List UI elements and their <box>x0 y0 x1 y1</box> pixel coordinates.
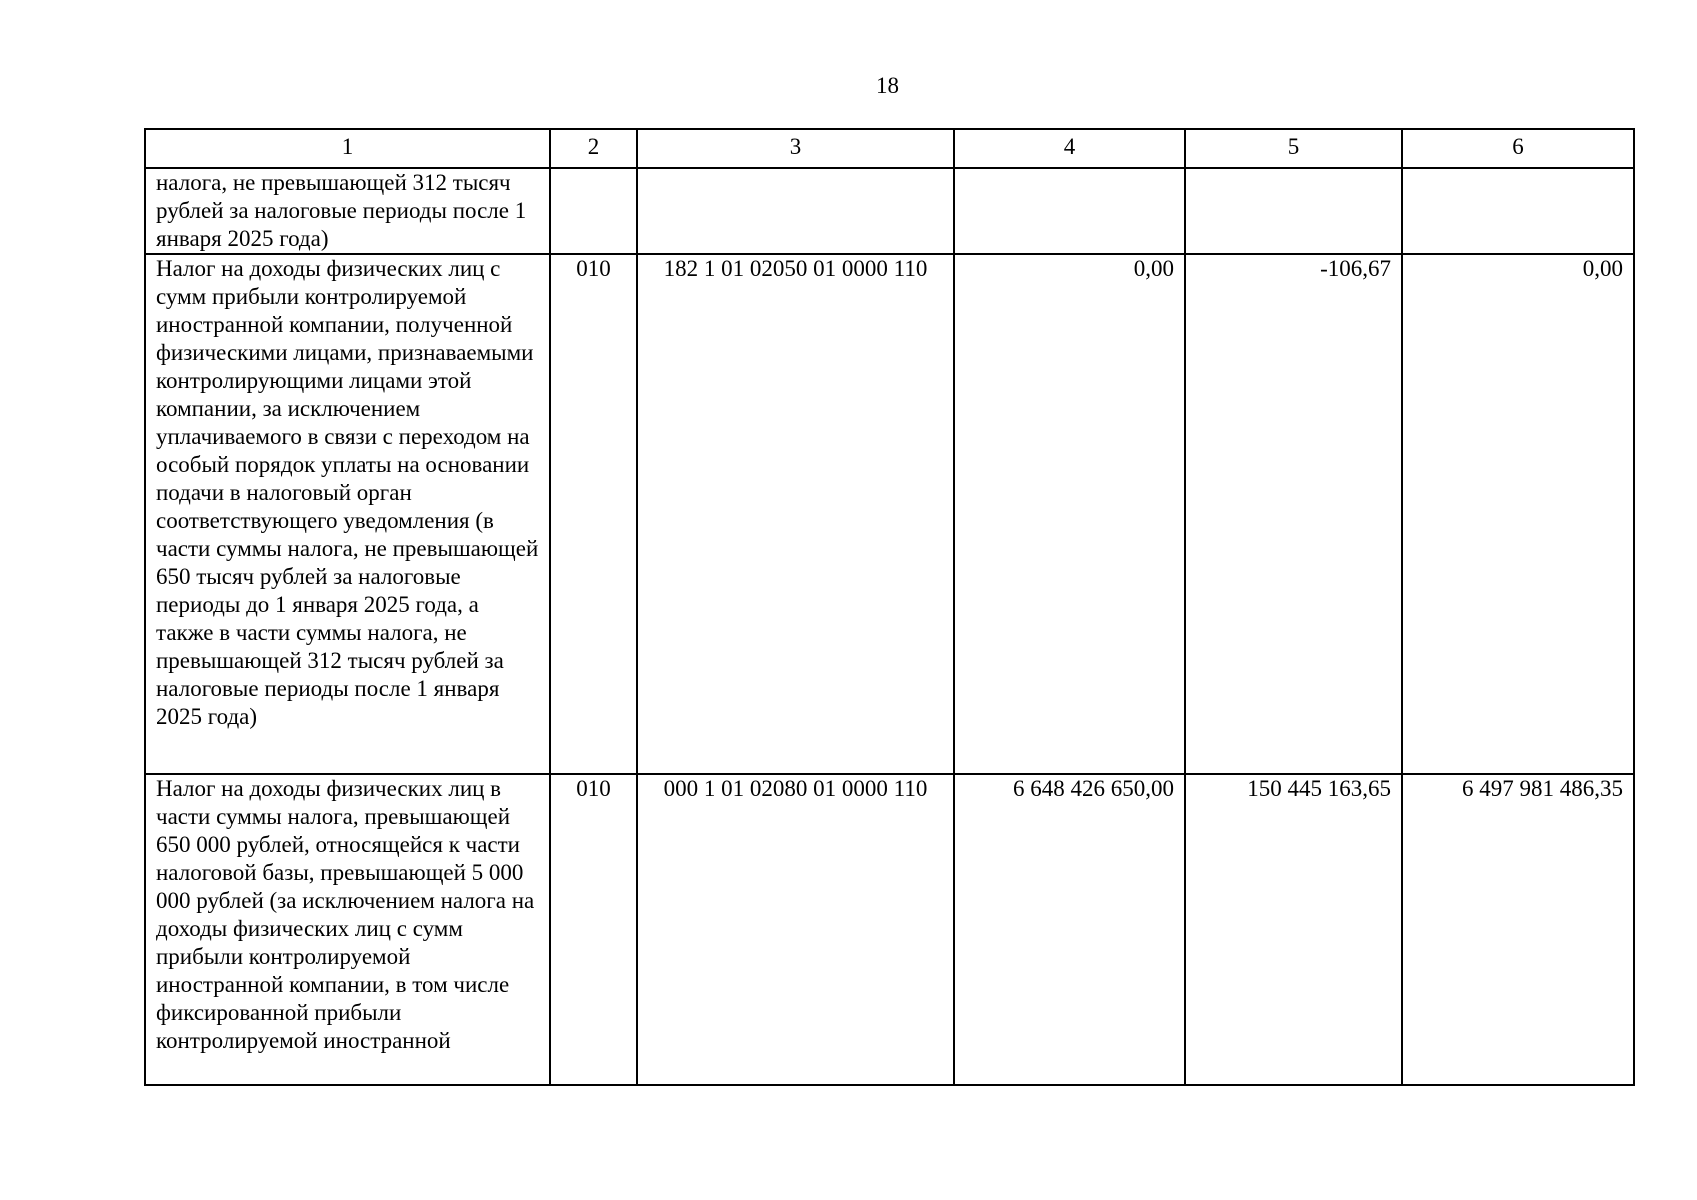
header-col-3: 3 <box>637 129 954 168</box>
row-col6-cell: 6 497 981 486,35 <box>1402 774 1634 1085</box>
revenue-table <box>144 128 1635 1086</box>
row-name-cell: Налог на доходы физических лиц в части суммы налога, превышающей 650 000 рублей, относящейся к части налоговой базы, превышающей 5 000 000 рублей (за исключением налога на доходы физических лиц с сумм прибыли контролируемой иностранной компании, в том числе фиксированной прибыли контролируемой иностранной <box>145 774 550 1085</box>
table-row <box>145 774 1634 1085</box>
row-col4-cell <box>954 168 1185 254</box>
row-col4-cell: 0,00 <box>954 254 1185 774</box>
row-col4-cell: 6 648 426 650,00 <box>954 774 1185 1085</box>
row-code-cell <box>637 168 954 254</box>
row-col5-cell: 150 445 163,65 <box>1185 774 1402 1085</box>
row-col5-cell <box>1185 168 1402 254</box>
table-row <box>145 168 1634 254</box>
row-col6-cell: 0,00 <box>1402 254 1634 774</box>
row-col6-cell <box>1402 168 1634 254</box>
row-admin-cell: 010 <box>550 774 637 1085</box>
table-row <box>145 254 1634 774</box>
header-col-6: 6 <box>1402 129 1634 168</box>
row-admin-cell: 010 <box>550 254 637 774</box>
header-col-4: 4 <box>954 129 1185 168</box>
row-admin-cell <box>550 168 637 254</box>
page-number: 18 <box>876 73 899 98</box>
row-col5-cell: -106,67 <box>1185 254 1402 774</box>
row-name-cell: Налог на доходы физических лиц с сумм прибыли контролируемой иностранной компании, полученной физическими лицами, признаваемыми контролирующими лицами этой компании, за исключением уплачиваемого в связи с переходом на особый порядок уплаты на основании подачи в налоговый орган соответствующего уведомления (в части суммы налога, не превышающей 650 тысяч рублей за налоговые периоды до 1 января 2025 года, а также в части суммы налога, не превышающей 312 тысяч рублей за налоговые периоды после 1 января 2025 года) <box>145 254 550 774</box>
header-col-2: 2 <box>550 129 637 168</box>
header-col-1: 1 <box>145 129 550 168</box>
row-name-cell: налога, не превышающей 312 тысяч рублей за налоговые периоды после 1 января 2025 года) <box>145 168 550 254</box>
header-col-5: 5 <box>1185 129 1402 168</box>
row-code-cell: 182 1 01 02050 01 0000 110 <box>637 254 954 774</box>
row-code-cell: 000 1 01 02080 01 0000 110 <box>637 774 954 1085</box>
table-header-row <box>145 129 1634 168</box>
